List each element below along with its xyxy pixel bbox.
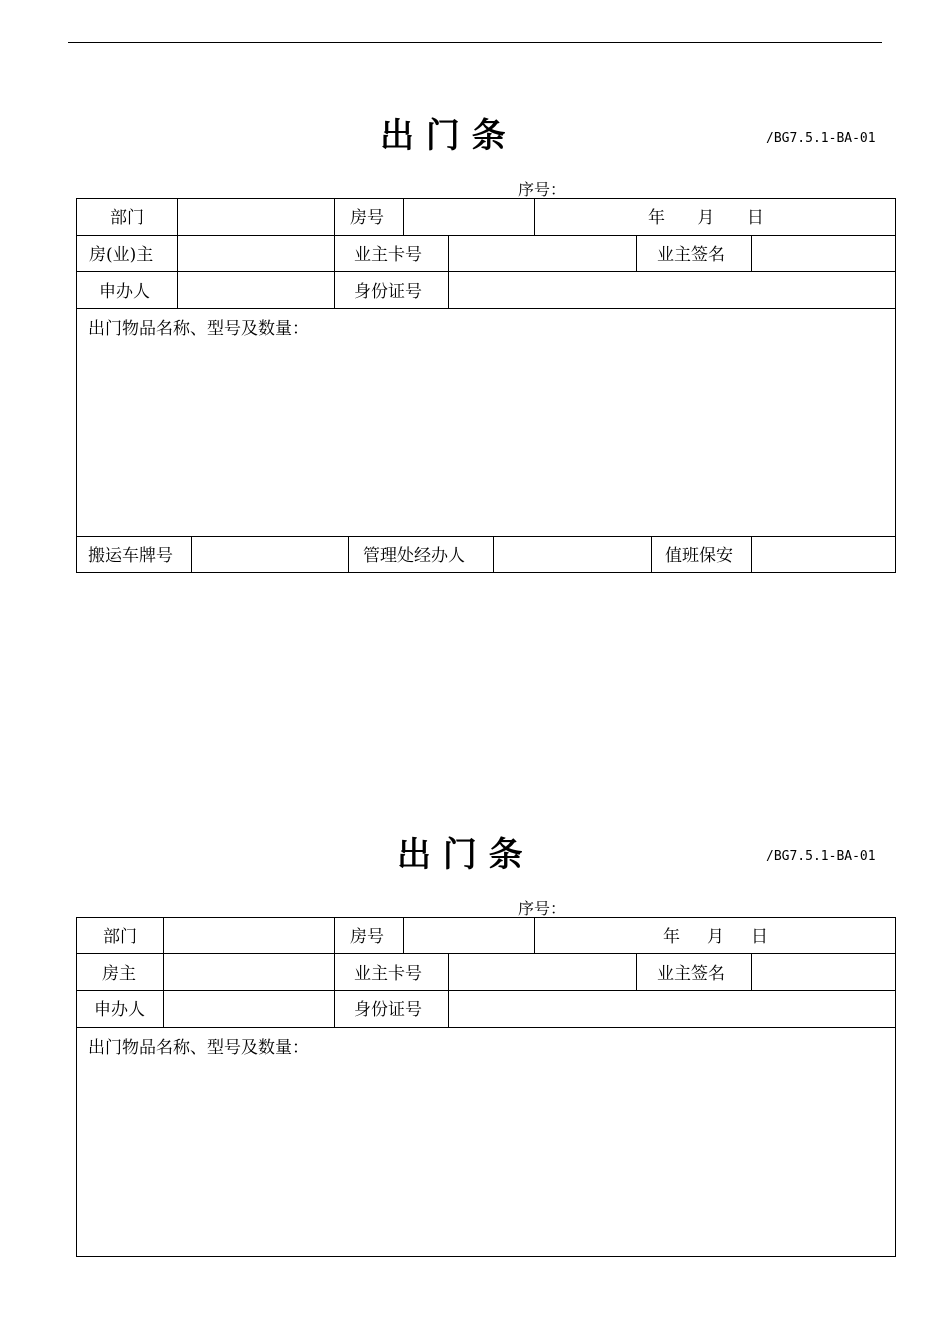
mgmt-handler-label: 管理处经办人 [363, 546, 465, 566]
room-label: 房号 [350, 927, 384, 947]
applicant-field[interactable] [164, 991, 333, 1026]
room-label: 房号 [350, 208, 384, 228]
col-divider [636, 235, 637, 271]
dept-field[interactable] [178, 199, 333, 234]
owner-label: 房(业)主 [89, 245, 154, 265]
date-label: 年 月 日 [648, 208, 764, 228]
items-field[interactable] [77, 1058, 895, 1256]
owner-card-label: 业主卡号 [354, 964, 422, 984]
id-number-label: 身份证号 [354, 1000, 422, 1020]
date-label: 年 月 日 [663, 927, 769, 947]
room-field[interactable] [404, 199, 533, 234]
guard-field[interactable] [752, 537, 895, 572]
col-divider [334, 198, 335, 308]
owner-sign-label: 业主签名 [657, 964, 725, 984]
form-title: 出 门 条 [380, 116, 506, 156]
owner-field[interactable] [178, 236, 333, 270]
serial-label: 序号： [518, 180, 567, 199]
form-code: /BG7.5.1-BA-01 [766, 131, 876, 146]
col-divider [334, 917, 335, 1027]
owner-card-field[interactable] [449, 954, 635, 989]
mgmt-handler-field[interactable] [494, 537, 650, 572]
items-field[interactable] [77, 340, 895, 535]
form-title: 出 门 条 [397, 835, 523, 875]
applicant-label: 申办人 [94, 1000, 145, 1020]
items-label: 出门物品名称、型号及数量： [88, 1038, 309, 1058]
top-rule [68, 42, 882, 43]
col-divider [348, 536, 349, 573]
form-code: /BG7.5.1-BA-01 [766, 849, 876, 864]
applicant-label: 申办人 [99, 282, 150, 302]
owner-sign-field[interactable] [752, 236, 895, 270]
id-number-field[interactable] [449, 991, 895, 1026]
row-divider [76, 1027, 896, 1028]
dept-field[interactable] [164, 918, 333, 952]
col-divider [636, 953, 637, 990]
vehicle-plate-field[interactable] [192, 537, 347, 572]
dept-label: 部门 [110, 208, 144, 228]
owner-sign-label: 业主签名 [657, 245, 725, 265]
dept-label: 部门 [103, 927, 137, 947]
room-field[interactable] [404, 918, 533, 952]
id-number-label: 身份证号 [354, 282, 422, 302]
owner-field[interactable] [164, 954, 333, 989]
owner-card-field[interactable] [449, 236, 635, 270]
owner-label: 房主 [102, 964, 136, 984]
row-divider [76, 308, 896, 309]
id-number-field[interactable] [449, 272, 895, 307]
items-label: 出门物品名称、型号及数量： [88, 319, 309, 339]
vehicle-plate-label: 搬运车牌号 [88, 546, 173, 566]
col-divider [534, 198, 535, 235]
owner-card-label: 业主卡号 [354, 245, 422, 265]
serial-label: 序号： [518, 899, 567, 918]
col-divider [651, 536, 652, 573]
col-divider [534, 917, 535, 953]
guard-label: 值班保安 [665, 546, 733, 566]
owner-sign-field[interactable] [752, 954, 895, 989]
applicant-field[interactable] [178, 272, 333, 307]
